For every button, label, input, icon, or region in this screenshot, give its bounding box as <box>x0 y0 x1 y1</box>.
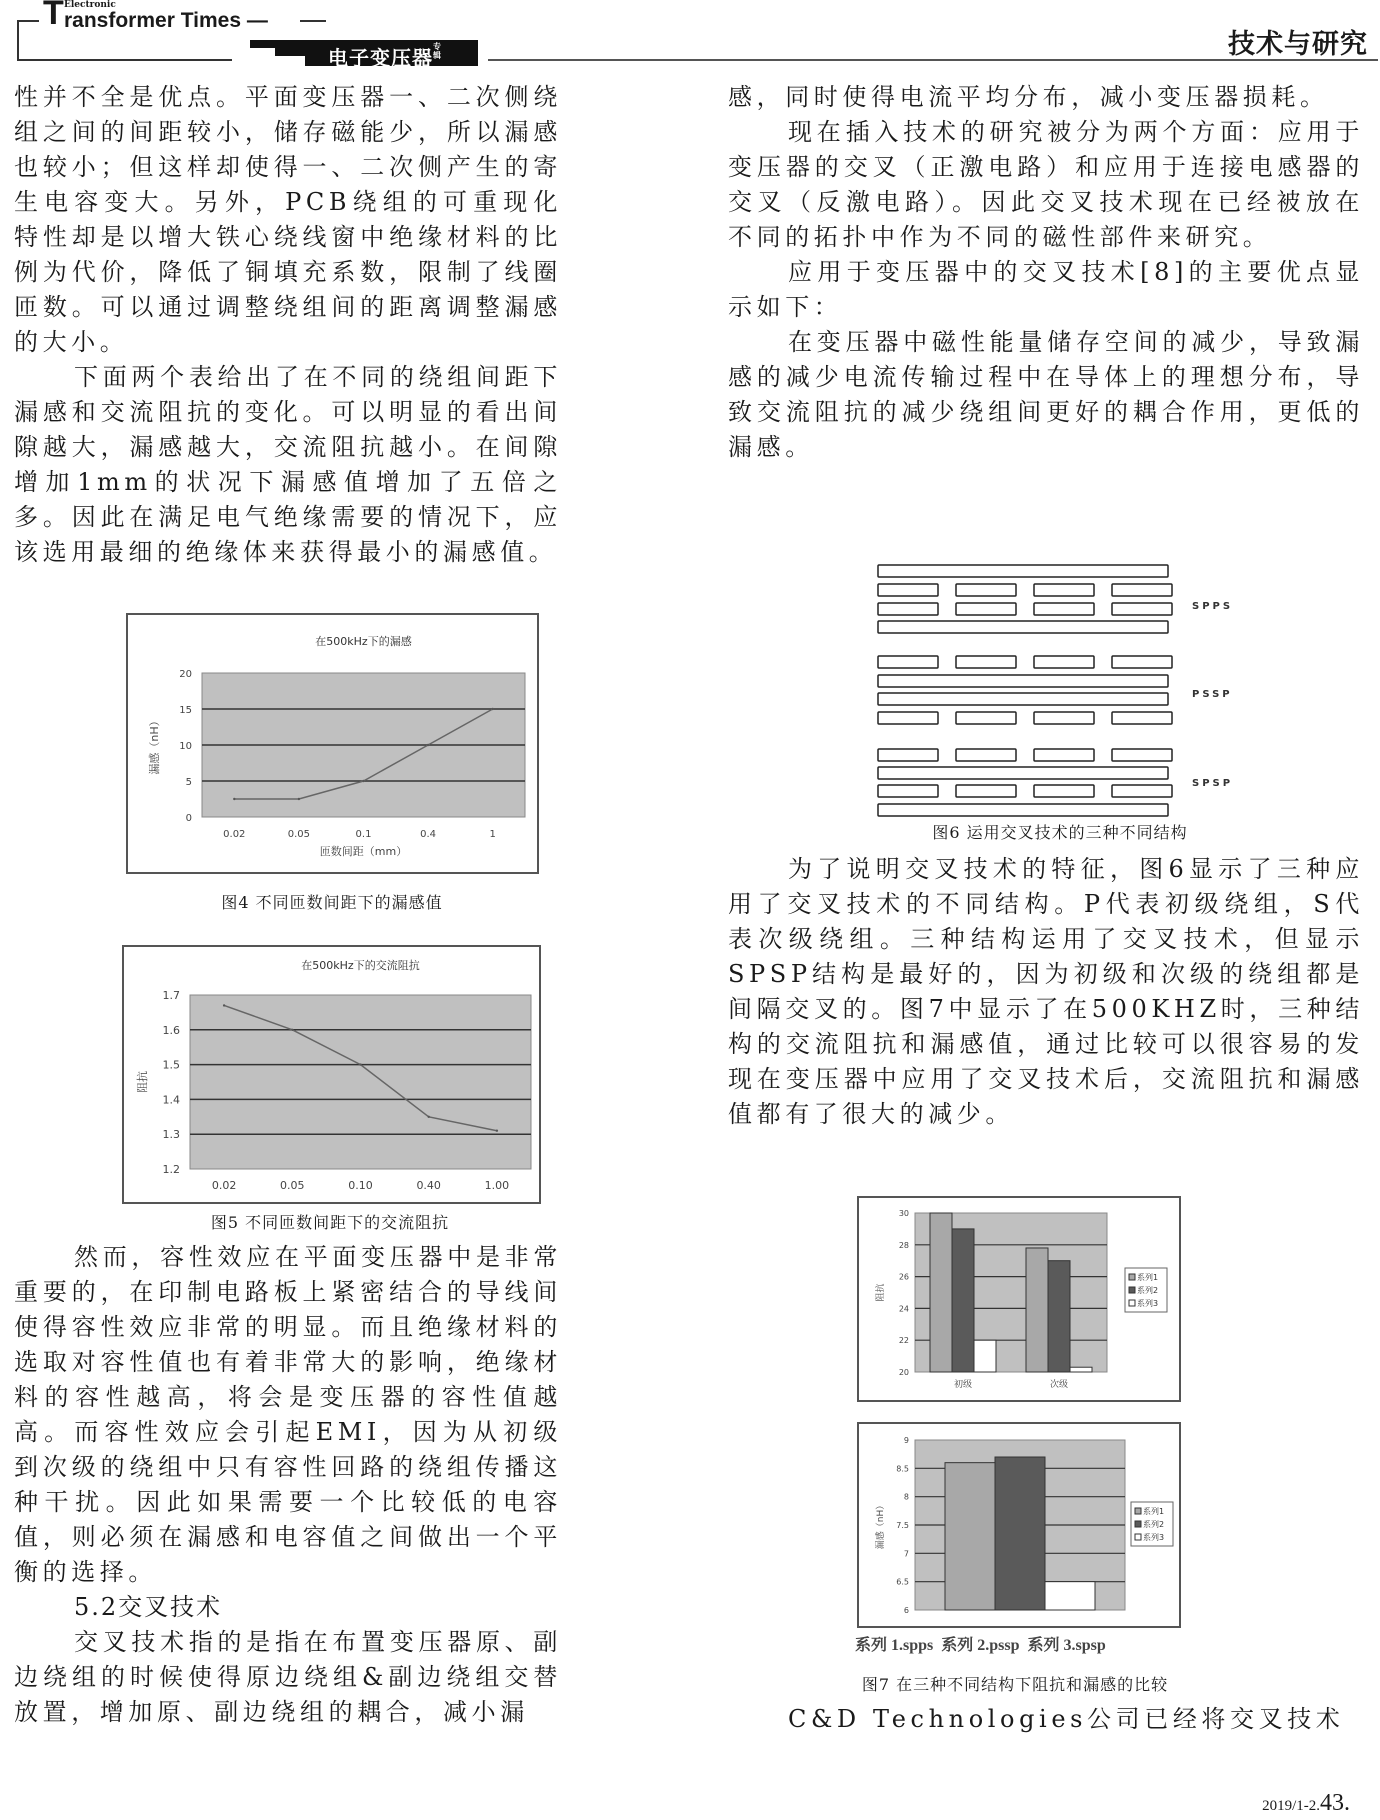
winding-segment <box>1112 749 1172 761</box>
fig6-svg <box>870 563 1280 819</box>
data-point <box>427 744 429 746</box>
x-tick-label: 0.10 <box>348 1179 373 1192</box>
bar <box>974 1340 996 1372</box>
journal-name-text: 电子变压器 <box>328 46 433 70</box>
x-tick-label: 1.00 <box>484 1179 510 1192</box>
legend-label: 系列1 <box>1137 1273 1159 1282</box>
legend-swatch <box>1135 1521 1141 1527</box>
section-title: 技术与研究 <box>1228 29 1368 60</box>
y-tick-label: 6 <box>903 1606 909 1615</box>
winding-segment <box>1034 785 1094 797</box>
legend-swatch <box>1135 1508 1141 1514</box>
legend-swatch <box>1129 1300 1135 1306</box>
y-tick-label: 7.5 <box>896 1521 909 1530</box>
x-axis-label: 匝数间距（mm） <box>319 845 408 858</box>
left-column-top <box>14 80 562 605</box>
y-tick-label: 24 <box>898 1304 909 1314</box>
bar <box>995 1457 1045 1610</box>
y-tick-label: 1.3 <box>162 1128 180 1142</box>
paragraph: 感，同时使得电流平均分布，减小变压器损耗。 <box>728 83 1329 111</box>
figure-4-chart <box>126 613 539 874</box>
x-tick-label: 0.4 <box>420 829 437 840</box>
figure-7-series-note: 系列 1.spps 系列 2.pssp 系列 3.spsp <box>855 1637 1106 1654</box>
x-tick-label: 0.05 <box>280 1179 305 1192</box>
winding-segment <box>956 785 1016 797</box>
x-tick-label: 次级 <box>1049 1380 1069 1390</box>
page-number: 43. <box>1320 1790 1350 1816</box>
paragraph: 为了说明交叉技术的特征，图6显示了三种应用了交叉技术的不同结构。P代表初级绕组，S代表次级绕组。三种结构运用了交叉技术，但显示SPSP结构是最好的，因为初级和次级的绕组都是间隔交叉的。图7中显示了在500KHZ时，三种结构的交流阻抗和漏感值，通过比较可以很容易的发现在变压器中应用了交叉技术后，交流阻抗和漏感值都有了很大的减少。 <box>728 855 1364 1128</box>
legend-swatch <box>1129 1287 1135 1293</box>
y-tick-label: 22 <box>898 1336 909 1346</box>
winding-segment <box>878 656 938 668</box>
paragraph: 交叉技术指的是指在布置变压器原、副边绕组的时候使得原边绕组&副边绕组交替放置，增加原、副边绕组的耦合，减小漏 <box>14 1628 562 1726</box>
x-tick-label: 0.05 <box>287 829 311 840</box>
paragraph: 下面两个表给出了在不同的绕组间距下漏感和交流阻抗的变化。可以明显的看出间隙越大，漏感越大，交流阻抗越小。在间隙增加1mm的状况下漏感值增加了五倍之多。因此在满足电气绝缘需要的情况下，应该选用最细的绝缘体来获得最小的漏感值。 <box>14 363 562 566</box>
data-point <box>496 1130 498 1132</box>
figure-7-caption: 图7 在三种不同结构下阻抗和漏感的比较 <box>800 1675 1230 1695</box>
y-tick-label: 1.5 <box>162 1058 180 1072</box>
legend-label: 系列2 <box>1137 1286 1159 1295</box>
bar <box>952 1229 974 1372</box>
winding-segment <box>1112 712 1172 724</box>
winding-segment <box>956 584 1016 596</box>
fig5-svg <box>124 947 539 1202</box>
x-tick-label: 初级 <box>953 1380 973 1390</box>
x-tick-label: 0.02 <box>223 829 246 840</box>
y-tick-label: 0 <box>185 813 192 824</box>
legend-swatch <box>1135 1534 1141 1540</box>
figure-7b-chart <box>857 1422 1181 1628</box>
data-point <box>492 708 494 710</box>
data-point <box>362 780 364 782</box>
winding-segment <box>1112 584 1172 596</box>
header-rule <box>17 20 19 60</box>
winding-segment <box>956 656 1016 668</box>
y-tick-label: 1.7 <box>162 989 180 1002</box>
y-tick-label: 9 <box>903 1436 909 1445</box>
winding-segment <box>878 603 938 615</box>
logo-title <box>64 10 268 32</box>
winding-full <box>878 565 1168 577</box>
section-heading: 5.2交叉技术 <box>74 1593 223 1621</box>
header-rule <box>300 20 326 22</box>
bar <box>945 1463 995 1610</box>
right-column-middle <box>728 852 1364 1172</box>
structure-label-pssp: PSSP <box>1192 689 1233 700</box>
plot-area <box>190 995 531 1169</box>
y-tick-label: 26 <box>898 1272 909 1282</box>
figure-7a-chart <box>857 1196 1181 1402</box>
winding-full <box>878 675 1168 687</box>
x-tick-label: 0.02 <box>211 1179 237 1192</box>
y-tick-label: 6.5 <box>896 1577 909 1587</box>
winding-segment <box>878 712 938 724</box>
y-tick-label: 20 <box>179 669 192 680</box>
y-tick-label: 7 <box>903 1549 909 1559</box>
y-tick-label: 8.5 <box>896 1464 909 1474</box>
structure-label-spsp: SPSP <box>1192 778 1234 789</box>
y-tick-label: 5 <box>185 777 192 788</box>
winding-segment <box>1112 603 1172 615</box>
y-tick-label: 28 <box>898 1240 909 1250</box>
legend-label: 系列3 <box>1143 1533 1165 1542</box>
right-column-bottom <box>728 1702 1364 1742</box>
paragraph: C&D Technologies公司已经将交叉技术 <box>788 1705 1345 1733</box>
y-axis-label: 漏感（nH） <box>876 1500 886 1550</box>
journal-name <box>328 42 441 71</box>
figure-6-diagram <box>870 563 1280 819</box>
paragraph: 性并不全是优点。平面变压器一、二次侧绕组之间的间距较小，储存磁能少，所以漏感也较小；但这样却使得一、二次侧产生的寄生电容变大。另外，PCB绕组的可重现化特性却是以增大铁心绕线窗中绝缘材料的比例为代价，降低了铜填充系数，限制了线圈匝数。可以通过调整绕组间的距离调整漏感的大小。 <box>14 83 562 356</box>
winding-segment <box>1034 584 1094 596</box>
figure-4-caption: 图4 不同匝数间距下的漏感值 <box>126 893 538 913</box>
data-point <box>428 1116 430 1118</box>
y-tick-label: 8 <box>903 1492 909 1502</box>
data-point <box>291 1029 293 1031</box>
logo-electronic: Electronic <box>64 0 116 10</box>
winding-full <box>878 804 1168 816</box>
y-tick-label: 10 <box>179 741 192 752</box>
logo-title-text: ransformer Times — <box>64 9 268 32</box>
header-rule <box>17 59 232 61</box>
page-footer <box>1262 1790 1350 1817</box>
issue-number: 2019/1-2. <box>1262 1798 1320 1814</box>
header-rule <box>17 20 39 22</box>
structure-label-spps: SPPS <box>1192 601 1234 612</box>
right-column-top <box>728 80 1364 558</box>
legend-label: 系列1 <box>1143 1507 1165 1516</box>
winding-full <box>878 621 1168 633</box>
data-point <box>298 798 300 800</box>
y-tick-label: 30 <box>898 1209 909 1218</box>
chart-title: 在500kHz下的漏感 <box>315 635 412 648</box>
bar <box>930 1213 952 1372</box>
winding-segment <box>1112 785 1172 797</box>
winding-full <box>878 767 1168 779</box>
data-point <box>223 1004 225 1006</box>
winding-segment <box>1034 749 1094 761</box>
figure-5-chart <box>122 945 541 1204</box>
chart-title: 在500kHz下的交流阻抗 <box>301 959 420 972</box>
y-tick-label: 1.2 <box>162 1163 180 1176</box>
figure-6-caption: 图6 运用交叉技术的三种不同结构 <box>860 823 1260 843</box>
data-point <box>359 1063 361 1065</box>
y-axis-label: 阻抗 <box>136 1071 149 1093</box>
fig7b-svg <box>859 1424 1179 1626</box>
bar <box>1045 1582 1095 1610</box>
paragraph: 在变压器中磁性能量储存空间的减少，导致漏感的减少电流传输过程中在导体上的理想分布，导致交流阻抗的减少绕组间更好的耦合作用，更低的漏感。 <box>728 328 1364 461</box>
y-axis-label: 漏感（nH） <box>148 715 161 775</box>
winding-segment <box>878 749 938 761</box>
x-tick-label: 0.40 <box>416 1179 441 1192</box>
left-column-bottom <box>14 1240 562 1800</box>
winding-segment <box>956 749 1016 761</box>
bar <box>1048 1261 1070 1372</box>
paragraph: 现在插入技术的研究被分为两个方面：应用于变压器的交叉（正激电路）和应用于连接电感器的交叉（反激电路）。因此交叉技术现在已经被放在不同的拓扑中作为不同的磁性部件来研究。 <box>728 118 1364 251</box>
winding-segment <box>956 603 1016 615</box>
y-tick-label: 15 <box>179 705 192 716</box>
bar <box>1026 1248 1048 1372</box>
winding-segment <box>956 712 1016 724</box>
bar <box>1070 1367 1092 1372</box>
y-tick-label: 1.4 <box>162 1093 180 1107</box>
winding-segment <box>1112 656 1172 668</box>
y-tick-label: 1.6 <box>162 1023 180 1037</box>
winding-segment <box>878 785 938 797</box>
winding-segment <box>1034 656 1094 668</box>
journal-badge: 专辑 <box>433 42 442 60</box>
y-axis-label: 阻抗 <box>876 1283 886 1302</box>
logo-big-t: T <box>43 0 64 32</box>
legend-label: 系列3 <box>1137 1299 1159 1308</box>
fig4-svg <box>128 615 537 872</box>
fig7a-svg <box>859 1198 1179 1400</box>
winding-full <box>878 693 1168 705</box>
winding-segment <box>1034 603 1094 615</box>
legend-swatch <box>1129 1274 1135 1280</box>
paragraph: 应用于变压器中的交叉技术[8]的主要优点显示如下： <box>728 258 1364 321</box>
figure-5-caption: 图5 不同匝数间距下的交流阻抗 <box>120 1213 540 1233</box>
winding-segment <box>878 584 938 596</box>
paragraph: 然而，容性效应在平面变压器中是非常重要的，在印制电路板上紧密结合的导线间使得容性效应非常的明显。而且绝缘材料的选取对容性值也有着非常大的影响，绝缘材料的容性越高，将会是变压器的容性值越高。而容性效应会引起EMI，因为从初级到次级的绕组中只有容性回路的绕组传播这种干扰。因此如果需要一个比较低的电容值，则必须在漏感和电容值之间做出一个平衡的选择。 <box>14 1243 562 1586</box>
legend-label: 系列2 <box>1143 1520 1165 1529</box>
data-point <box>233 798 235 800</box>
winding-segment <box>1034 712 1094 724</box>
x-tick-label: 1 <box>489 829 496 840</box>
x-tick-label: 0.1 <box>355 829 372 840</box>
y-tick-label: 20 <box>898 1368 909 1377</box>
